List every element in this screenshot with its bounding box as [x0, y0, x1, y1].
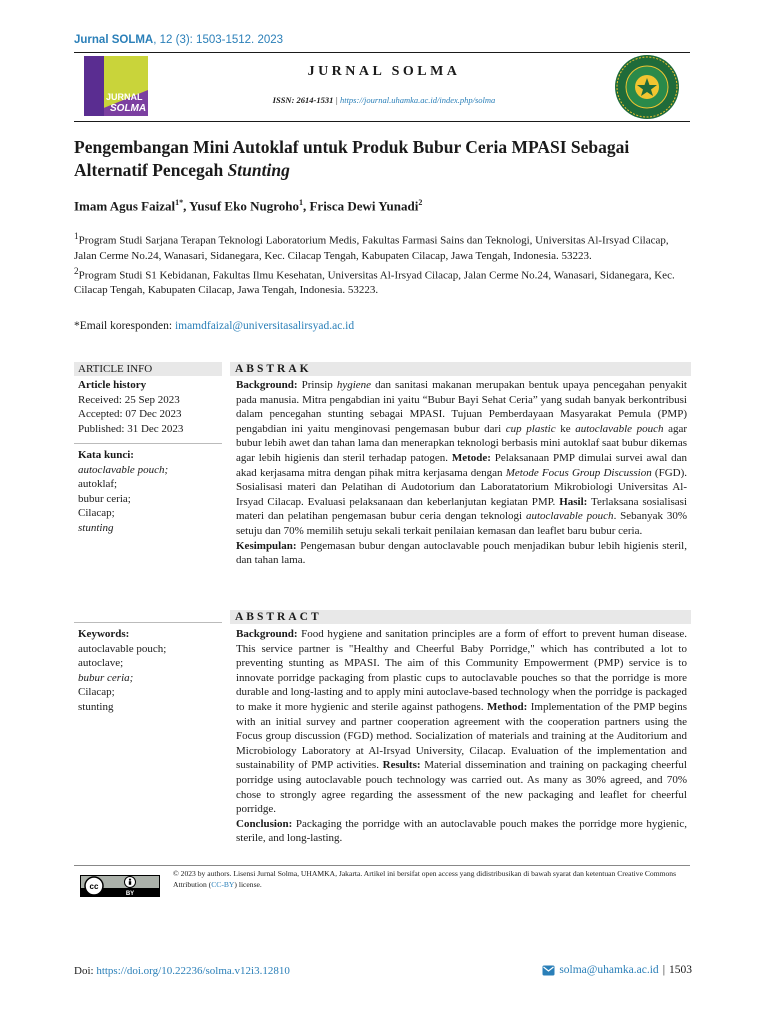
kata-kunci-label: Kata kunci: [78, 449, 134, 461]
abstrak-text: dan sanitasi makanan merupakan bentuk upaya pencegahan penyakit pada manusia. Mitra pengabdian ini yaitu “Bubur Bayi Sehat Ceria” yang sudah banyak berkontribusi dalam pencegahan stunting sebagai MPASI. Tujuan Pemberdayaan Masyarakat Pemula (PMP) pengabdian ini yaitu menginovasi pengemasan bubur dari [236, 379, 687, 435]
abstrak-text: ke [555, 422, 576, 435]
abstrak-text: agar bubur lebih awet dan tahan lama dan menerapkan teknologi berbasis mini autoklaf saat bubur dikemas agar lebih higienis dan steril terhadap patogen. [236, 422, 688, 464]
doi-link[interactable]: https://doi.org/10.22236/solma.v12i3.12810 [96, 965, 290, 977]
mail-icon [542, 965, 555, 976]
affiliation-1-text: Program Studi Sarjana Terapan Teknologi Laboratorium Medis, Fakultas Farmasi Sains dan Teknologi, Universitas Al-Irsyad Cilacap, Jalan Cerme No.24, Wanasari, Sidanegara, Kec. Cilacap Tengah, Kabupaten Cilacap, Jawa Tengah, Indonesia. 53223. [74, 234, 669, 262]
cc-by-badge-icon [80, 875, 160, 897]
svg-text:SOLMA: SOLMA [110, 103, 147, 114]
page-number: 1503 [669, 964, 692, 976]
article-history [78, 378, 222, 436]
abstrak-metode-label: Metode: [451, 451, 491, 464]
keyword-item: autoclavable pouch; [78, 642, 167, 655]
received-date: Received: 25 Sep 2023 [78, 393, 180, 406]
kata-kunci-item: autoklaf; [78, 478, 118, 490]
abstrak-body [236, 378, 687, 568]
abstract-text: Implementation of the PMP begins with an initial survey and partner cooperation agreement with the cooperation partners using the Focus group discussion (FGD) method. Socialization of materials and training at the Auditorium and Microbiology Laboratory at Al-Irsyad University, Cilacap. Evaluation of the implementation and sustainability of PMP activities. [236, 700, 687, 772]
abstrak-kesimpulan-label: Kesimpulan: [236, 539, 297, 552]
keyword-item: bubur ceria; [78, 671, 134, 684]
svg-text:BY: BY [125, 891, 135, 897]
doi-label: Doi: [74, 965, 97, 977]
abstract-text: Packaging the porridge with an autoclavable pouch makes the porridge more hygienic, sterile, and long-lasting. [236, 817, 687, 845]
author-2-sup: 1 [298, 198, 303, 207]
abstrak-text: Pengemasan bubur dengan autoclavable pouch menjadikan bubur lebih higienis steril, dan tahan lama. [236, 539, 687, 567]
author-3: , Frisca Dewi Yunadi [302, 198, 419, 214]
abstract-body [236, 627, 687, 846]
license-text-part: © 2023 by authors. Lisensi Jurnal Solma, UHAMKA, Jakarta. Artikel ini bersifat open access yang didistribusikan di bawah syarat dan ketentuan Creative Commons Attribution ( [173, 869, 677, 889]
abstrak-hasil-label: Hasil: [559, 495, 588, 508]
journal-header-box [74, 52, 690, 122]
svg-text:cc: cc [89, 882, 99, 891]
abstrak-italic: autoclavable pouch [575, 422, 664, 435]
abstrak-italic: Metode Focus Group Discussion [505, 466, 652, 479]
abstrak-text: . Sebanyak 30% setuju dan 70% memilih setuju sekali terkait penilaian kemasan dan leaflet baru bubur ceria. [236, 510, 687, 537]
license-text [173, 868, 693, 890]
affiliation-1-sup: 1 [74, 231, 79, 241]
keyword-item: stunting [78, 700, 114, 713]
abstract-text: Food hygiene and sanitation principles are a form of effort to prevent human disease. This service partner is "Healthy and Cheerful Baby Porridge," which has contributed a lot to preventing stunting as MPASI. The aim of this Community Empowerment (PMP) service is to innovate porridge packaging from plastic cups to autoclavable pouches so that the porridge is more durable and long-lasting and to apply mini autoclave-based technology when the porridge is packaged to make it more hygienic and sterile against pathogens. [236, 628, 687, 713]
issn: ISSN: 2614-1531 [272, 95, 334, 105]
journal-ref-rest: , 12 (3): 1503-1512. 2023 [153, 34, 284, 46]
journal-reference [74, 34, 283, 46]
doi-line [74, 965, 290, 977]
paper-title [74, 136, 704, 182]
license-divider [74, 865, 690, 866]
abstrak-text: Pelaksanaan PMP dimulai survei awal dan akad kerjasama mitra dengan pihak mitra kerjasama dengan [236, 451, 687, 479]
abstrak-heading: ABSTRAK [230, 362, 691, 376]
abstract-heading: ABSTRACT [230, 610, 691, 624]
cc-by-link[interactable]: CC-BY [211, 880, 235, 889]
abstract-text: Material dissemination and training on packaging cheerful porridge using autoclavable pouch technology was carried out. As many as 30% agreed, and 70% chose to strongly agree regarding the assessment of the new packaging and leaflet for cheerful porridge. [236, 759, 687, 816]
keyword-item: autoclave; [78, 657, 124, 669]
abstract-bg-label: Background: [236, 628, 298, 640]
abstrak-italic: autoclavable pouch [525, 510, 614, 523]
affiliation-1 [74, 229, 690, 264]
keywords-block [78, 627, 222, 714]
footer-email-link[interactable]: solma@uhamka.ac.id [559, 964, 659, 976]
article-info-heading: ARTICLE INFO [74, 362, 222, 376]
affiliation-2 [74, 264, 690, 299]
footer-contact [542, 964, 692, 976]
kata-kunci-item: stunting [78, 521, 114, 534]
journal-url-link[interactable]: https://journal.uhamka.ac.id/index.php/solma [339, 95, 496, 105]
abstrak-italic: hygiene [336, 379, 372, 391]
author-1-sup: 1* [175, 198, 184, 207]
affiliation-2-text: Program Studi S1 Kebidanan, Fakultas Ilmu Kesehatan, Universitas Al-Irsyad Cilacap, Jalan Cerme No.24, Wanasari, Sidanegara, Kec. Cilacap Tengah, Kabupaten Cilacap, Jawa Tengah, Indonesia. 53223. [74, 269, 675, 297]
keywords-label: Keywords: [78, 628, 130, 640]
email-label: *Email koresponden: [74, 320, 175, 332]
kata-kunci-item: autoclavable pouch; [78, 463, 169, 476]
published-date: Published: 31 Dec 2023 [78, 422, 184, 435]
email-link[interactable]: imamdfaizal@universitasalirsyad.ac.id [174, 320, 355, 332]
issn-separator: | [333, 95, 340, 105]
affiliation-2-sup: 2 [74, 265, 79, 276]
abstrak-bg-label: Background: [236, 379, 298, 391]
corresponding-email [74, 320, 354, 332]
abstract-method-label: Method: [487, 700, 528, 713]
keyword-item: Cilacap; [78, 686, 115, 698]
abstract-results-label: Results: [382, 759, 421, 772]
uhamka-seal-logo [614, 54, 680, 120]
journal-name: JURNAL SOLMA [307, 64, 461, 79]
accepted-date: Accepted: 07 Dec 2023 [78, 408, 182, 420]
title-italic: Stunting [227, 160, 290, 180]
author-list [74, 198, 422, 214]
abstrak-text: Terlaksana sosialisasi materi dan pelatihan pengemasan bubur ceria dengan teknologi [236, 495, 687, 523]
title-main: Pengembangan Mini Autoklaf untuk Produk Bubur Ceria MPASI Sebagai Alternatif Pencegah [74, 137, 630, 180]
abstrak-italic: cup plastic [505, 422, 556, 435]
author-3-sup: 2 [418, 198, 423, 207]
kata-kunci-item: bubur ceria; [78, 492, 131, 505]
author-2: , Yusuf Eko Nugroho [183, 198, 299, 214]
history-label: Article history [78, 379, 147, 391]
license-text-part: ) license. [234, 880, 262, 889]
side-divider [74, 443, 222, 444]
svg-text:JURNAL: JURNAL [106, 92, 143, 102]
kata-kunci-item: Cilacap; [78, 507, 115, 519]
abstract-conclusion-label: Conclusion: [236, 817, 293, 830]
journal-ref-name: Jurnal SOLMA [74, 34, 154, 46]
abstrak-text: (FGD). Sosialisasi materi dan Pelatihan di Audotorium dan Laboratatorium Mikrobiologi Universitas Al-Irsyad Cilacap. Evaluasi pelaksanaan dan keberlanjutan kegiatan PMP. [236, 466, 687, 508]
affiliations [74, 229, 690, 298]
author-1: Imam Agus Faizal [74, 198, 176, 214]
kata-kunci-block [78, 448, 222, 535]
footer-separator: | [662, 964, 665, 976]
side-divider [74, 622, 222, 623]
abstrak-text: Prinsip [297, 379, 337, 391]
